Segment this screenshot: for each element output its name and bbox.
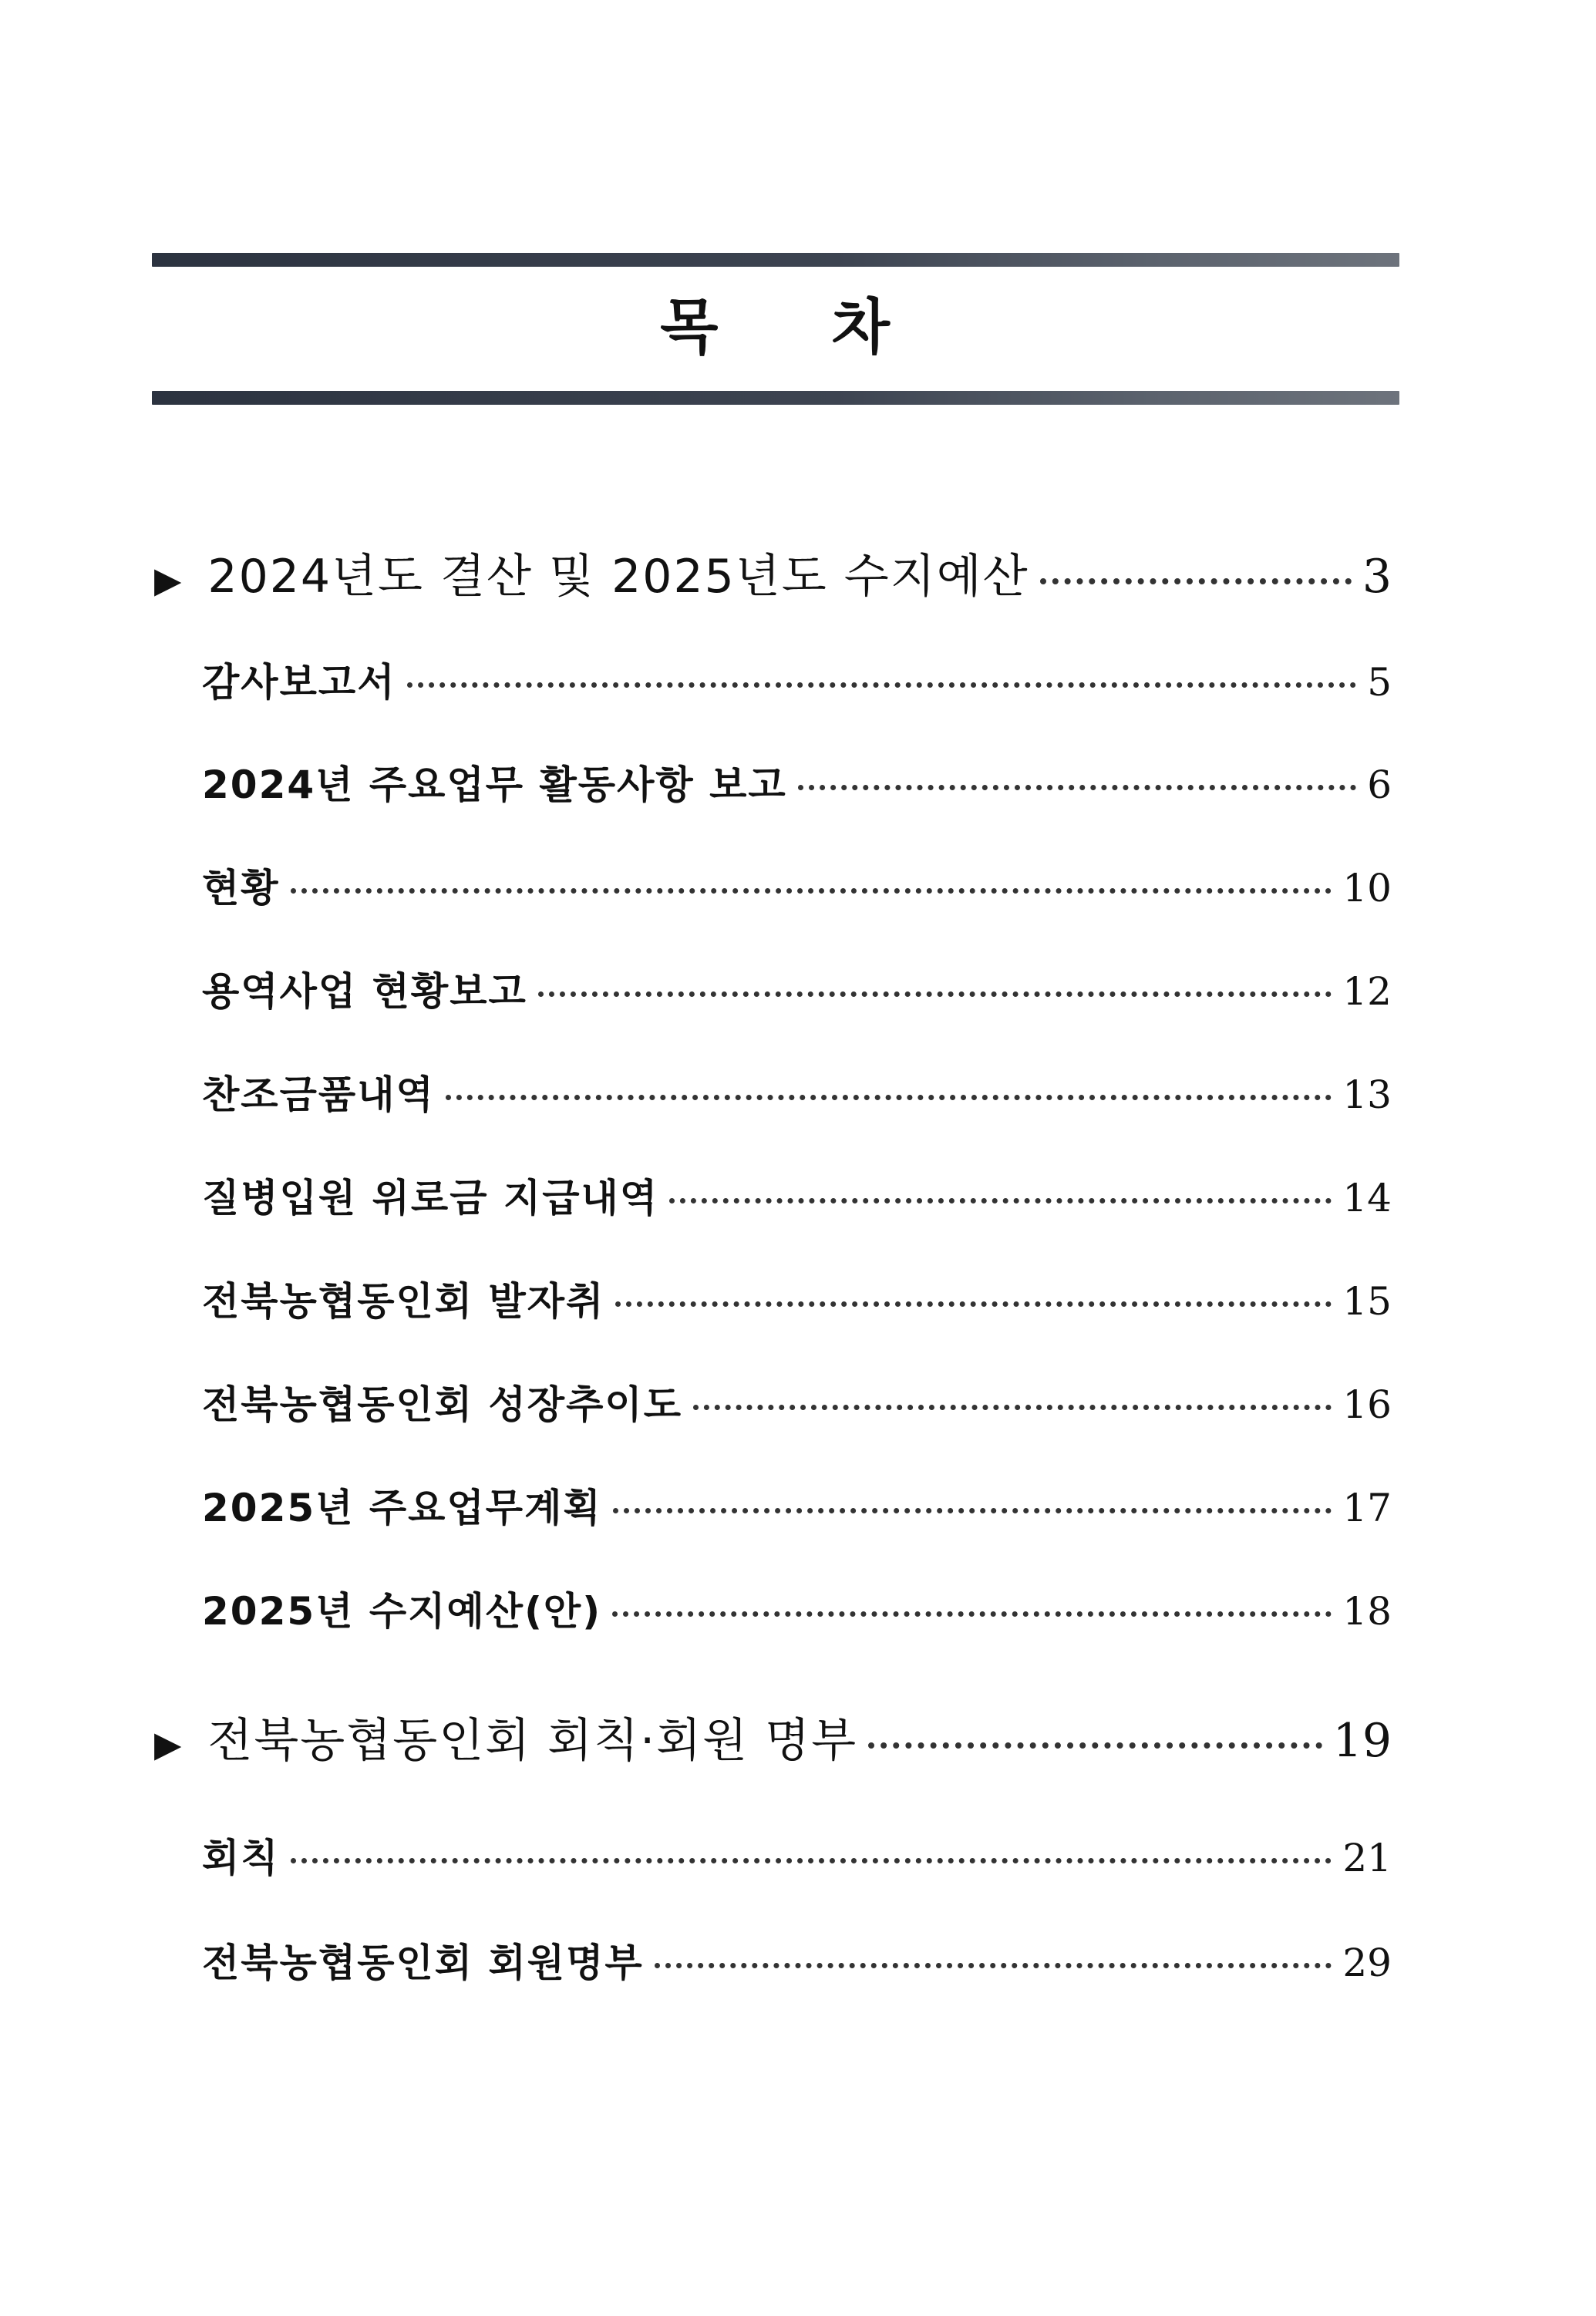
- dot-leader: [669, 1198, 1332, 1203]
- toc-item: [202, 1064, 1392, 1119]
- dot-leader: [655, 1963, 1332, 1968]
- toc-item-label: 감사보고서: [202, 660, 396, 705]
- toc-item: [202, 1827, 1392, 1883]
- toc-item-label: 2025년 수지예산(안): [202, 1589, 602, 1634]
- toc-section-1: [154, 540, 1392, 606]
- toc-page-number: 13: [1342, 1072, 1392, 1117]
- dot-leader: [798, 785, 1357, 790]
- dot-leader: [1040, 578, 1352, 584]
- toc-item: [202, 1932, 1392, 1988]
- toc-item: [202, 754, 1392, 810]
- toc-page-number: 15: [1342, 1279, 1392, 1324]
- toc-page-number: 29: [1342, 1941, 1392, 1985]
- toc-item-label: 전북농협동인회 회원명부: [202, 1941, 644, 1985]
- title-bottom-rule: [152, 391, 1399, 405]
- toc-section-label: 2024년도 결산 및 2025년도 수지예산: [207, 550, 1029, 604]
- dot-leader: [693, 1405, 1332, 1410]
- toc-item-label: 질병입원 위로금 지급내역: [202, 1176, 659, 1220]
- toc-section-2: [154, 1704, 1392, 1770]
- toc-page-number: 18: [1342, 1589, 1392, 1634]
- toc-page-number: 12: [1342, 969, 1392, 1014]
- title-top-rule: [152, 253, 1399, 267]
- toc-item: [202, 857, 1392, 913]
- toc-item: [202, 1167, 1392, 1223]
- dot-leader: [615, 1301, 1332, 1307]
- toc-page-number: 6: [1367, 762, 1392, 807]
- triangle-bullet-icon: ▶: [154, 559, 182, 601]
- toc-page-number: 14: [1342, 1176, 1392, 1220]
- toc-item-label: 용역사업 현황보고: [202, 969, 527, 1014]
- toc-page-number: 19: [1332, 1714, 1392, 1768]
- toc-item: [202, 1271, 1392, 1326]
- triangle-bullet-icon: ▶: [154, 1723, 182, 1765]
- toc-item: [202, 961, 1392, 1016]
- dot-leader: [291, 1858, 1332, 1863]
- toc-item: [202, 651, 1392, 707]
- toc-item-label: 회칙: [202, 1836, 280, 1880]
- toc-item-label: 찬조금품내역: [202, 1072, 435, 1117]
- toc-item-label: 2024년 주요업무 활동사항 보고: [202, 762, 787, 807]
- toc-item-label: 전북농협동인회 성장추이도: [202, 1382, 683, 1427]
- dot-leader: [291, 888, 1332, 894]
- toc-item: [202, 1580, 1392, 1636]
- toc-page-number: 3: [1362, 550, 1392, 604]
- toc-item: [202, 1374, 1392, 1429]
- dot-leader: [407, 682, 1357, 688]
- dot-leader: [446, 1095, 1332, 1100]
- page-title: 목 차: [660, 293, 936, 362]
- toc-page-number: 16: [1342, 1382, 1392, 1427]
- dot-leader: [868, 1742, 1322, 1749]
- toc-page-number: 10: [1342, 866, 1392, 911]
- dot-leader: [613, 1508, 1332, 1513]
- dot-leader: [612, 1611, 1332, 1617]
- toc-section-label: 전북농협동인회 회칙·회원 명부: [207, 1714, 858, 1768]
- toc-page-number: 17: [1342, 1486, 1392, 1530]
- toc-page-number: 21: [1342, 1836, 1392, 1880]
- toc-page-number: 5: [1367, 660, 1392, 705]
- dot-leader: [538, 991, 1332, 997]
- toc-item: [202, 1477, 1392, 1533]
- toc-item-label: 현황: [202, 866, 280, 911]
- toc-item-label: 전북농협동인회 발자취: [202, 1279, 605, 1324]
- toc-item-label: 2025년 주요업무계획: [202, 1486, 602, 1530]
